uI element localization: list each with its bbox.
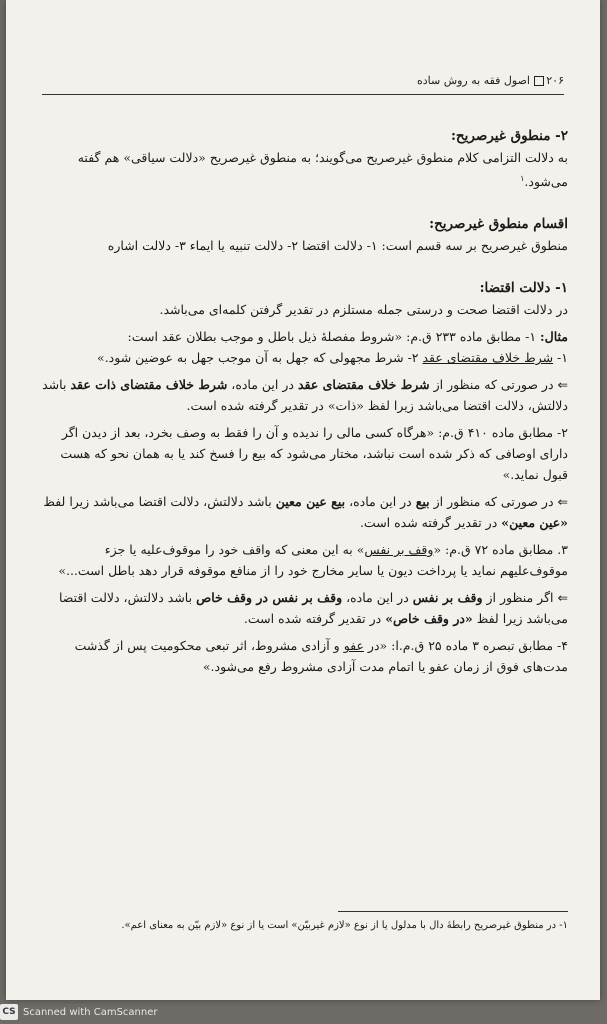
arrow-icon: ⇐ [557,494,568,510]
example-conclusion: ⇐در صورتی که منظور از شرط خلاف مقتضای عقد در این ماده، شرط خلاف مقتضای ذات عقد باشد دلالتش، دلالت اقتضا می‌باشد زیرا لفظ «ذات» در تقدیر گرفته شده است. [42,377,568,414]
box-icon [534,76,544,86]
footnote: ۱- در منطوق غیرصریح رابطهٔ دال با مدلول یا از نوع «لازم غیربیّن» است یا از نوع «لازم بیّن به معنای اعم». [121,920,568,931]
book-title: اصول فقه به روش ساده [416,74,530,87]
section-heading: اقسام منطوق غیرصریح: [429,216,568,233]
paragraph: منطوق غیرصریح بر سه قسم است: ۱- دلالت اقتضا ۲- دلالت تنبیه یا ایماء ۳- دلالت اشاره [107,238,568,254]
paragraph: در دلالت اقتضا صحت و درستی جمله مستلزم در تقدیر گرفتن کلمه‌ای می‌باشد. [159,302,568,318]
page-body [34,126,568,677]
section-heading: ۱- دلالت اقتضا: [479,280,568,297]
camscanner-logo: CS [0,1004,18,1020]
header-divider [42,94,564,95]
footnote-divider [338,911,568,912]
example-intro: مثال: ۱- مطابق ماده ۲۳۳ ق.م: «شروط مفصلهٔ ذیل باطل و موجب بطلان عقد است: [127,329,568,345]
example-2: ۲- مطابق ماده ۴۱۰ ق.م: «هرگاه کسی مالی را ندیده و آن را فقط به وصف بخرد، بعد از دیدن اگر دارای اوصافی که ذکر شده است نباشد، مختار می‌شود که بیع را فسخ کند یا به همان نحو که هست قبول نماید.» [60,425,568,483]
camscanner-watermark [0,1003,158,1021]
example-conclusion: ⇐در صورتی که منظور از بیع در این ماده، بیع عین معین باشد دلالتش، دلالت اقتضا می‌باشد زیرا لفظ «عین معین» در تقدیر گرفته شده است. [43,494,568,531]
arrow-icon: ⇐ [557,377,568,393]
example-3: ۳. مطابق ماده ۷۲ ق.م: «وقف بر نفس» به این معنی که واقف خود را موقوف‌علیه یا جزء موقوف‌علیهم نماید یا پرداخت دیون یا سایر مخارج خود را از منافع موقوفه قرار دهد باطل است...» [58,542,568,579]
paragraph: به دلالت التزامی کلام منطوق غیرصریح می‌گویند؛ به منطوق غیرصریح «دلالت سیاقی» هم گفته می‌شود.$^۱$ [77,150,568,190]
example-4: ۴- مطابق تبصره ۳ ماده ۲۵ ق.م.ا: «در عفو و آزادی مشروط، اثر تبعی محکومیت پس از گذشت مدت‌های فوق از زمان عفو یا اتمام مدت آزادی مشروط رفع می‌شود.» [74,638,568,675]
watermark-text: Scanned with CamScanner [23,1006,158,1018]
arrow-icon: ⇐ [557,590,568,606]
example-conclusion: ⇐اگر منظور از وقف بر نفس در این ماده، وقف بر نفس در وقف خاص باشد دلالتش، دلالت اقتضا می‌باشد زیرا لفظ «در وقف خاص» در تقدیر گرفته شده است. [58,590,568,627]
section-heading: ۲- منطوق غیرصریح: [450,128,568,144]
book-page [6,0,600,1000]
example-condition: ۱- شرط خلاف مقتضای عقد ۲- شرط مجهولی که جهل به آن موجب جهل به عوضین شود.» [97,350,568,366]
footnote-ref[interactable]: ۱ [520,174,525,183]
page-header [42,72,564,92]
page-number: ۲۰۶ [546,74,564,87]
